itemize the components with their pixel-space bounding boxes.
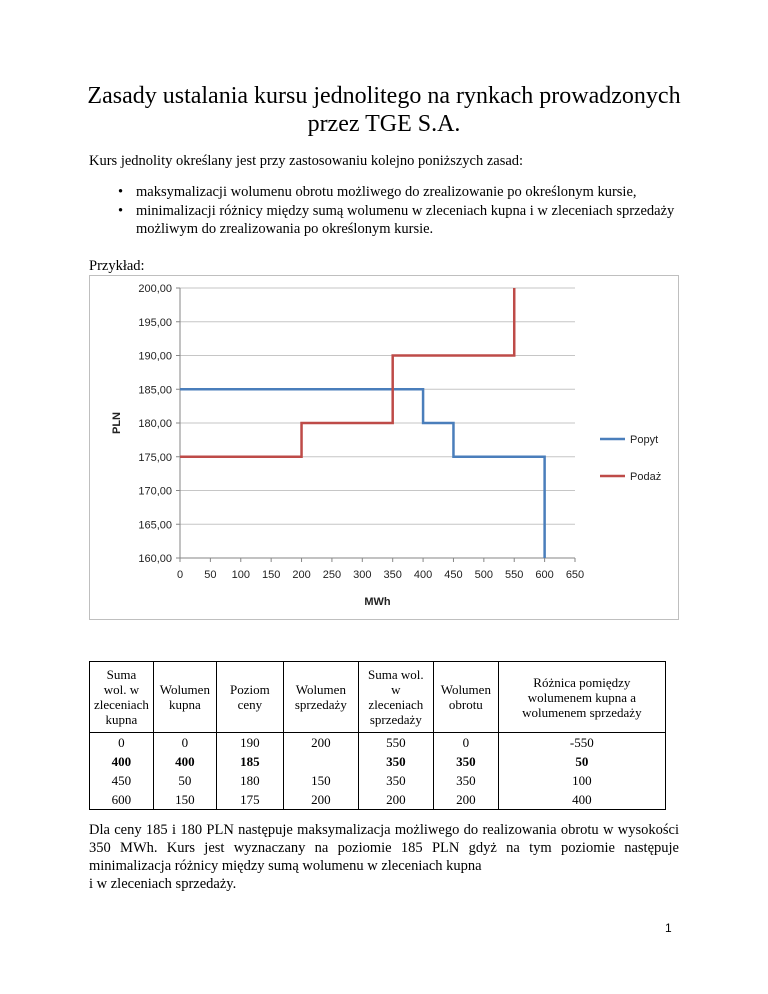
series-line-popyt xyxy=(180,389,545,558)
table-cell xyxy=(283,752,358,771)
table-cell: 200 xyxy=(283,733,358,753)
legend-label: Popyt xyxy=(630,434,659,446)
table-row xyxy=(90,790,666,810)
x-tick-label: 0 xyxy=(176,569,184,581)
chart-svg xyxy=(90,276,680,621)
x-tick-label: 250 xyxy=(322,569,342,581)
header-cell: Wolumen sprzedaży xyxy=(283,662,358,733)
document-title xyxy=(60,82,708,138)
rule-item-1: • maksymalizacji wolumenu obrotu możliwego do zrealizowanie po określonym kursie, xyxy=(118,183,678,201)
intro-paragraph: Kurs jednolity określany jest przy zastosowaniu kolejno poniższych zasad: xyxy=(89,153,524,169)
table-cell: 50 xyxy=(498,752,665,771)
rule-item-2: • minimalizacji różnicy między sumą wolumenu w zleceniach kupna i w zleceniach sprzedaży możliwym do zrealizowania po określonym kursie. xyxy=(118,202,678,238)
x-axis-title: MWh xyxy=(364,596,391,608)
table-cell: 0 xyxy=(153,733,216,753)
header-cell: Suma wol. w zleceniach sprzedaży xyxy=(358,662,433,733)
header-cell: Wolumen obrotu xyxy=(433,662,498,733)
y-tick-label: 190,00 xyxy=(138,350,172,363)
table-cell: 200 xyxy=(358,790,433,810)
table-cell: 600 xyxy=(90,790,154,810)
conclusion-text: Dla ceny 185 i 180 PLN następuje maksymalizacja możliwego do realizowania obrotu w wysokości 350 MWh. Kurs jest wyznaczany na poziomie 185 PLN gdyż na tym poziomie następuje minimalizacja różnicy między sumą wolumenu w zleceniach kupna xyxy=(89,822,679,874)
y-tick-label: 160,00 xyxy=(138,553,172,565)
title-line-1: Zasady ustalania kursu jednolitego na rynkach prowadzonych xyxy=(87,83,681,109)
table-cell: 185 xyxy=(216,752,283,771)
table-header-row xyxy=(90,662,666,733)
table-cell: -550 xyxy=(498,733,665,753)
x-tick-label: 400 xyxy=(413,569,433,581)
table-cell: 350 xyxy=(433,752,498,771)
page-number: 1 xyxy=(665,921,672,935)
header-cell: Wolumen kupna xyxy=(153,662,216,733)
x-tick-label: 450 xyxy=(444,569,463,581)
table-cell: 450 xyxy=(90,771,154,790)
conclusion-paragraph xyxy=(89,821,679,893)
y-axis-title: PLN xyxy=(111,412,123,434)
y-tick-label: 200,00 xyxy=(138,283,172,295)
x-tick-label: 550 xyxy=(505,569,524,581)
y-tick-label: 165,00 xyxy=(138,519,172,532)
y-tick-label: 175,00 xyxy=(138,451,172,464)
header-cell: Suma wol. w zleceniach kupna xyxy=(90,662,154,733)
volume-table xyxy=(89,661,666,810)
table-cell: 200 xyxy=(433,790,498,810)
table-cell: 550 xyxy=(358,733,433,753)
table-cell: 180 xyxy=(216,771,283,790)
table-cell: 50 xyxy=(153,771,216,790)
table-cell: 400 xyxy=(90,752,154,771)
table-row xyxy=(90,771,666,790)
series-line-podaz xyxy=(180,288,514,457)
table-cell: 200 xyxy=(283,790,358,810)
rules-list xyxy=(118,183,678,239)
y-tick-label: 185,00 xyxy=(138,384,172,397)
y-tick-label: 195,00 xyxy=(138,316,172,329)
table-cell: 350 xyxy=(433,771,498,790)
table-cell: 0 xyxy=(433,733,498,753)
table-row-highlighted xyxy=(90,752,666,771)
x-tick-label: 300 xyxy=(353,569,372,581)
x-tick-label: 500 xyxy=(474,569,494,581)
x-tick-label: 50 xyxy=(204,569,217,581)
header-cell: Różnica pomiędzy wolumenem kupna a wolumenem sprzedaży xyxy=(498,662,665,733)
table-cell: 400 xyxy=(153,752,216,771)
x-tick-label: 150 xyxy=(261,569,281,581)
example-label: Przykład: xyxy=(89,258,145,274)
table-cell: 100 xyxy=(498,771,665,790)
title-line-2: przez TGE S.A. xyxy=(307,111,461,137)
table-cell: 175 xyxy=(216,790,283,810)
table-cell: 150 xyxy=(283,771,358,790)
step-chart xyxy=(89,275,679,620)
legend-label: Podaż xyxy=(630,471,662,483)
table-cell: 190 xyxy=(216,733,283,753)
table-cell: 350 xyxy=(358,771,433,790)
y-tick-label: 170,00 xyxy=(138,485,172,498)
table-cell: 350 xyxy=(358,752,433,771)
x-tick-label: 100 xyxy=(231,569,250,581)
table-row xyxy=(90,733,666,753)
table-cell: 400 xyxy=(498,790,665,810)
table-cell: 0 xyxy=(90,733,154,753)
table-cell: 150 xyxy=(153,790,216,810)
y-tick-label: 180,00 xyxy=(138,418,172,430)
header-cell: Poziom ceny xyxy=(216,662,283,733)
x-tick-label: 600 xyxy=(535,569,554,581)
x-tick-label: 350 xyxy=(383,569,402,581)
x-tick-label: 200 xyxy=(292,569,311,581)
x-tick-label: 650 xyxy=(565,569,585,581)
conclusion-last-line: i w zleceniach sprzedaży. xyxy=(89,876,237,892)
